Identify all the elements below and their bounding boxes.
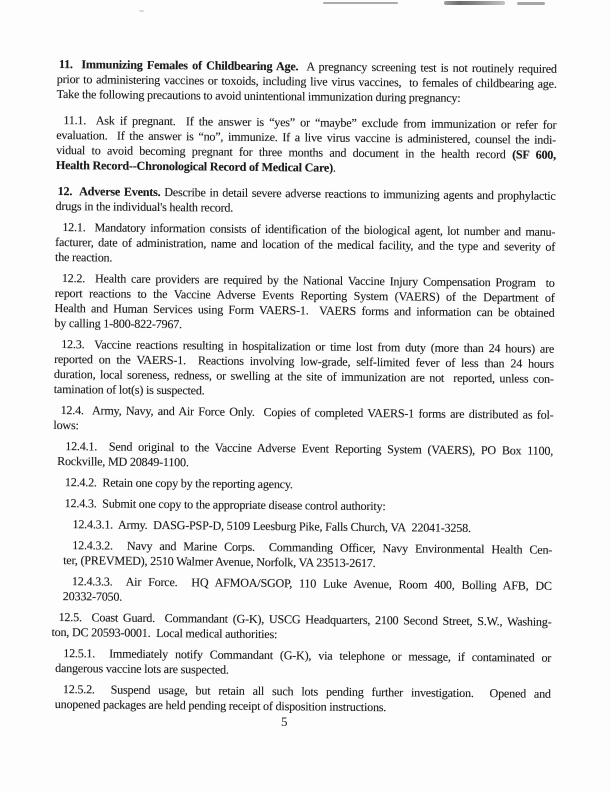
text-segment: 12.2. Health care providers are required by the National Vaccine Injury Compensation Program to <box>61 271 555 290</box>
text-segment: Health Record--Chronological Record of Medical Care) <box>55 157 334 175</box>
text-segment: A pregnancy screening test is not routinely required <box>298 59 557 76</box>
paragraph-12.4.2 <box>57 475 553 495</box>
text-segment: facturer, date of administration, name and location of the medical facility, and the type and severity of <box>55 234 556 254</box>
text-segment: 11.1. Ask if pregnant. If the answer is “yes” or “maybe” exclude from immunization or refer for <box>63 113 557 132</box>
text-segment: 12.4.2. Retain one copy by the reporting agency. <box>64 475 293 492</box>
text-line <box>57 496 553 516</box>
paragraph-12.1 <box>55 220 555 270</box>
text-segment: ton, DC 20593-0001. Local medical authorities: <box>51 624 278 642</box>
text-segment: by calling 1-800-822-7967. <box>54 315 182 332</box>
text-segment: unopened packages are held pending receipt of disposition instructions. <box>54 697 387 715</box>
text-segment: 12.4.1. Send original to the Vaccine Adverse Event Reporting System (VAERS), PO Box 1100, <box>65 439 554 458</box>
paragraph-11 <box>57 57 557 107</box>
paragraph-12.4.3 <box>57 496 553 516</box>
paragraph-12.5 <box>51 610 551 645</box>
text-segment: Take the following precautions to avoid unintentional immunization during pregnancy: <box>56 86 461 105</box>
text-segment: prior to administering vaccines or toxoids, including live virus vaccines, to females of childbearing age. <box>56 71 557 91</box>
text-segment: vidual to avoid becoming pregnant for three months and document in the health record <box>56 142 513 162</box>
text-segment: reported on the VAERS-1. Reactions involving low-grade, self-limited fever of less than 24 hours <box>54 351 555 371</box>
text-segment: 12.1. Mandatory information consists of identification of the biological agent, lot number and manu- <box>62 220 556 239</box>
scan-artifact <box>323 2 398 4</box>
paragraph-12.4 <box>53 403 553 438</box>
text-segment: evaluation. If the answer is “no”, immunize. If a live virus vaccine is administered, counsel the indi- <box>56 127 557 147</box>
paragraph-11.1 <box>56 113 557 178</box>
paragraph-12.4.3.1 <box>63 517 552 537</box>
paragraph-12.4.1 <box>57 439 553 474</box>
text-segment: 12.4.3.1. Army. DASG-PSP-D, 5109 Leesburg Pike, Falls Church, VA 22041-3258. <box>72 517 471 535</box>
page-number: 5 <box>281 714 288 729</box>
paragraph-12.4.3.2 <box>63 538 552 573</box>
text-segment: Rockville, MD 20849-1100. <box>57 454 189 470</box>
text-segment: 12.5.2. Suspend usage, but retain all such lots pending further investigation. Opened and <box>62 682 551 701</box>
text-segment: 12.5. Coast Guard. Commandant (G-K), USCG Headquarters, 2100 Second Street, S.W., Washing- <box>58 610 552 629</box>
text-segment: Describe in detail severe adverse reactions to immunizing agents and prophylactic <box>160 184 556 203</box>
text-segment: 12.3. Vaccine reactions resulting in hospitalization or time lost from duty (more than 24 hours) are <box>61 337 555 356</box>
paragraph-12.4.3.3 <box>63 574 552 609</box>
document-body <box>51 57 557 723</box>
text-segment: 12.4. Army, Navy, and Air Force Only. Copies of completed VAERS-1 forms are distributed as fol- <box>60 403 554 422</box>
text-segment: . <box>332 160 336 175</box>
scan-artifact <box>139 10 144 12</box>
text-segment: 11. Immunizing Females of Childbearing Age. <box>58 57 299 74</box>
text-segment: ter, (PREVMED), 2510 Walmer Avenue, Norfolk, VA 23513-2617. <box>63 553 376 571</box>
text-segment: drugs in the individual's health record. <box>55 198 234 215</box>
paragraph-12.3 <box>54 337 555 402</box>
text-segment: (SF 600, <box>512 147 557 162</box>
text-line <box>63 517 552 537</box>
text-line <box>57 475 553 495</box>
text-segment: Health and Human Services using Form VAERS-1. VAERS forms and information can be obtained <box>54 300 555 320</box>
text-segment: 12. Adverse Events. <box>57 184 161 199</box>
paragraph-12.5.1 <box>55 646 551 681</box>
text-segment: duration, local soreness, redness, or swelling at the site of immunization are not reported, unless con- <box>53 366 554 386</box>
paragraph-12 <box>55 184 555 219</box>
text-segment: 12.5.1. Immediately notify Commandant (G-K), via telephone or message, if contaminated or <box>63 646 552 665</box>
paragraph-12.2 <box>54 271 555 336</box>
text-segment: lows: <box>53 417 79 433</box>
text-segment: dangerous vaccine lots are suspected. <box>55 661 229 677</box>
text-segment: 12.4.3. Submit one copy to the appropriate disease control authority: <box>64 496 386 514</box>
text-segment: 12.4.3.3. Air Force. HQ AFMOA/SGOP, 110 Luke Avenue, Room 400, Bolling AFB, DC <box>71 574 552 593</box>
text-segment: tamination of lot(s) is suspected. <box>53 381 205 398</box>
paragraph-12.5.2 <box>55 682 551 717</box>
text-segment: 20332-7050. <box>62 589 123 604</box>
text-segment: the reaction. <box>55 249 113 265</box>
text-segment: report reactions to the Vaccine Adverse Events Reporting System (VAERS) of the Department of <box>54 285 555 305</box>
scan-artifact <box>517 2 545 5</box>
text-segment: 12.4.3.2. Navy and Marine Corps. Commanding Officer, Navy Environmental Health Cen- <box>72 538 553 557</box>
scan-artifact <box>444 1 505 5</box>
